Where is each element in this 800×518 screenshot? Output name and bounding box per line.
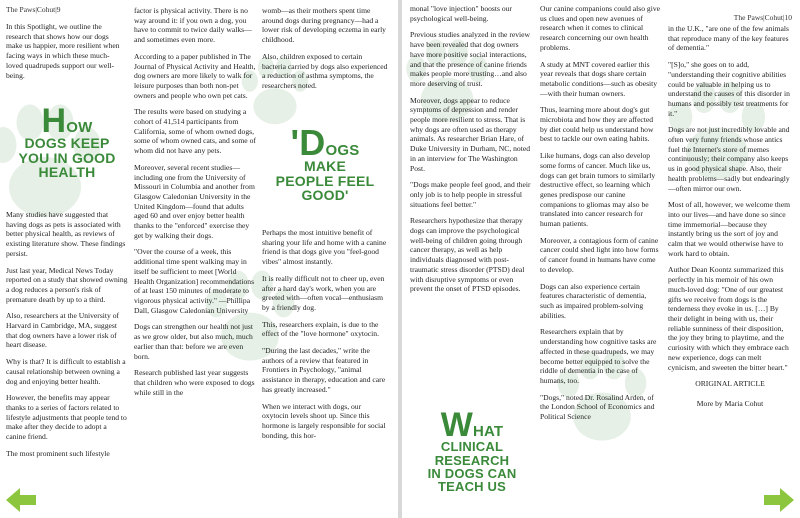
paragraph: The results were based on studying a cohort of 41,514 participants from California, some of whom owned dogs, some of whom owned cats, and some of whom did not have any pets. [134,107,256,156]
headline-initial: H [41,102,67,140]
headline-line: RESEARCH [434,452,510,468]
headline-line: CLINICAL [440,439,504,455]
headline-word: OW [66,119,93,136]
paragraph: Thus, learning more about dog's gut microbiota and how they are affected by diet could help us understand how best to tackle our own eating habits. [540,105,654,144]
paragraph: Just last year, Medical News Today reported on a study that showed owning a dog reduces a person's risk of premature death by up to a third. [6,265,128,304]
paragraph: Also, researchers at the University of Harvard in Cambridge, MA, suggest that dog owners have a lower risk of heart disease. [6,311,120,350]
source-label: ORIGINAL ARTICLE [695,379,765,389]
author-credit-link[interactable]: More by Maria Cohut [696,398,764,408]
left-column-3 [262,6,388,98]
right-page [402,0,800,518]
headline-initial: W [440,406,473,444]
paragraph: Many studies have suggested that having dogs as pets is associated with better physical health, as reviews of existing literature show. These findings persist. [6,210,126,258]
paragraph: It is really difficult not to cheer up, even after a hard day's work, when you are greeted with—often vocal—enthusiasm by a friendly dog. [262,273,385,312]
headline-word: HAT [472,423,504,440]
left-column-3-body [262,228,388,447]
headline-what-clinical-research-can-teach [410,406,534,495]
paragraph: According to a paper published in The Journal of Physical Activity and Health, dog owners are more likely to walk for leisure purposes than both non-pet owners and people who own pet cats. [134,51,256,100]
left-column-1 [6,22,126,87]
headline-line: PEOPLE FEEL [275,172,375,189]
paragraph: Previous studies analyzed in the review have been revealed that dog owners have more positive social interactions, and that the presence of canine friends makes people more trusting…and also more deserving of trust. [410,30,530,88]
headline-line: YOU IN GOOD [18,149,116,166]
paragraph: Why is that? It is difficult to establish a causal relationship between owning a dog and enjoying better health. [6,357,126,386]
paragraph: Moreover, several recent studies—including one from the University of Missouri in Columbia and another from Glasgow Caledonian University in the United Kingdom—found that adults aged 60 and over enjoy better health thanks to the "enforced" exercise they get by walking their dogs. [134,162,255,240]
running-head: The Paws|Cohut|9 [6,5,61,14]
paragraph: monal "love injection" boosts our psychological well-being. [410,4,512,23]
left-column-2 [134,6,256,404]
paragraph: womb—as their mothers spent time around dogs during pregnancy—had a lower risk of developing eczema in early childhood. [262,6,386,45]
arrow-left-icon [6,488,36,512]
arrow-right-icon [764,488,794,512]
headline-line: TEACH US [437,479,507,495]
paragraph: Dogs can also experience certain features characteristic of dementia, such as impaired problem-solving abilities. [540,281,647,320]
paragraph: Dogs are not just incredibly lovable and often very funny friends whose antics fuel the Internet's store of memes continuously; their company also keeps us in good physical shape. Also, their health problems—sadly but endearingly—often mirror our own. [668,125,790,193]
left-column-1-body [6,210,128,465]
paragraph: In this Spotlight, we outline the research that shows how our dogs make us happier, more resilient when facing ways in which these much-loved quadrupeds support our well-being. [6,22,120,80]
paragraph: Moreover, a contagious form of canine cancer could shed light into how forms of cancer found in humans have come to develop. [540,235,659,274]
paragraph: Dogs can strengthen our health not just as we grow older, but also much, much earlier than that: before we are even born. [134,322,253,361]
paragraph: Research published last year suggests that children who were exposed to dogs while still in the [134,368,255,397]
headline-line: DOGS KEEP [24,135,110,152]
next-page-button[interactable] [764,488,794,512]
paragraph: This, researchers explain, is due to the effect of the "love hormone" oxytocin. [262,319,379,339]
right-column-3 [668,24,792,416]
previous-page-button[interactable] [6,488,36,512]
running-head: The Paws|Cohut|10 [733,13,792,22]
paragraph: Researchers explain that by understanding how cognitive tasks are affected in these quadrupeds, we may become better equipped to solve the riddle of dementia in the case of humans, too. [540,327,657,385]
paragraph: Like humans, dogs can also develop some forms of cancer. Much like us, dogs can get brain tumors to similarly destructive effect, so learning which genes predispose our canine companions to gliomas may also be translated into cancer research for human patients. [540,151,656,229]
paragraph: in the U.K., "are one of the few animals that reproduce many of the key features of dementia." [668,24,789,53]
headline-how-dogs-keep-you-healthy [4,102,130,180]
paragraph: Also, children exposed to certain bacteria carried by dogs also experienced a reduction of asthma symptoms, the researchers noted. [262,51,388,90]
right-column-2 [540,4,662,429]
paragraph: "Dogs," noted Dr. Rosalind Arden, of the London School of Economics and Political Science [540,392,655,422]
headline-line: IN DOGS CAN [427,465,517,481]
paragraph: "During the last decades," write the authors of a review that featured in Frontiers in Psychology, "animal assistance in therapy, education and care has greatly increased." [262,346,386,394]
right-column-1 [410,4,532,301]
paragraph: factor is physical activity. There is no way around it: if you own a dog, you have to commit to twice daily walks—and sometimes even more. [134,6,252,45]
headline-word: OGS [325,142,360,159]
paragraph: Moreover, dogs appear to reduce symptoms of depression and render people more resilient to stress. That is why dogs are often used as therapy animals. As researcher Brian Hare, of Duke University in Durham, NC, noted in an interview for The Washington Post. [410,95,531,173]
paragraph: Perhaps the most intuitive benefit of sharing your life and home with a canine friend is that dogs give you "feel-good vibes" almost instantly. [262,228,387,267]
paragraph: When we interact with dogs, our oxytocin levels shoot up. Since this hormone is largely responsible for social bonding, this hor- [262,401,386,440]
paragraph: However, the benefits may appear thanks to a series of factors related to lifestyle adjustments that people tend to make after they decide to adopt a canine friend. [6,393,127,442]
paragraph: Our canine companions could also give us clues and open new avenues of research when it comes to clinical research concerning our own health problems. [540,4,660,52]
paragraph: "Over the course of a week, this additional time spent walking may in itself be sufficient to meet [World Health Organization] recommendations of at least 150 minutes of moderate to vigorous physical activity." —Phillipa Dall, Glasgow Caledonian University [134,247,255,315]
headline-dogs-make-people-feel-good [262,122,388,203]
paragraph: Researchers hypothesize that therapy dogs can improve the psychological well-being of children going through cancer therapy, as well as help individuals diagnosed with post-traumatic stress disorder (PTSD) deal with disruptive symptoms or even prevent the onset of PTSD episodes. [410,216,525,294]
headline-line: GOOD' [301,186,349,203]
paragraph: Most of all, however, we welcome them into our lives—and have done so since time immemorial—because they instantly bring us the sort of joy and calm that we would otherwise have to work hard to obtain. [668,200,791,258]
headline-initial: 'D [290,122,326,163]
headline-line: HEALTH [38,163,96,180]
paragraph: A study at MNT covered earlier this year reveals that dogs share certain metabolic conditions—such as obesity—with their human owners. [540,59,658,98]
paragraph: "[S]o," she goes on to add, "understanding their cognitive abilities could be valuable in helping us to understand the causes of this disorder in humans and possibly test treatments for it." [668,60,790,118]
paragraph: Author Dean Koontz summarized this perfectly in his memoir of his own much-loved dog: "One of our greatest gifts we receive from dogs is the tenderness they evoke in us. […] By their delight in being with us, their reliable sunniness of their disposition, the joy they bring to playtime, and the curiosity with which they embrace each new experience, dogs can melt cynicism, and sweeten the bitter heart." [668,265,789,372]
headline-line: MAKE [303,158,347,175]
paragraph: "Dogs make people feel good, and their only job is to help people in stressful situations feel better." [410,180,531,209]
paragraph: The most prominent such lifestyle [6,448,110,458]
left-page [0,0,398,518]
